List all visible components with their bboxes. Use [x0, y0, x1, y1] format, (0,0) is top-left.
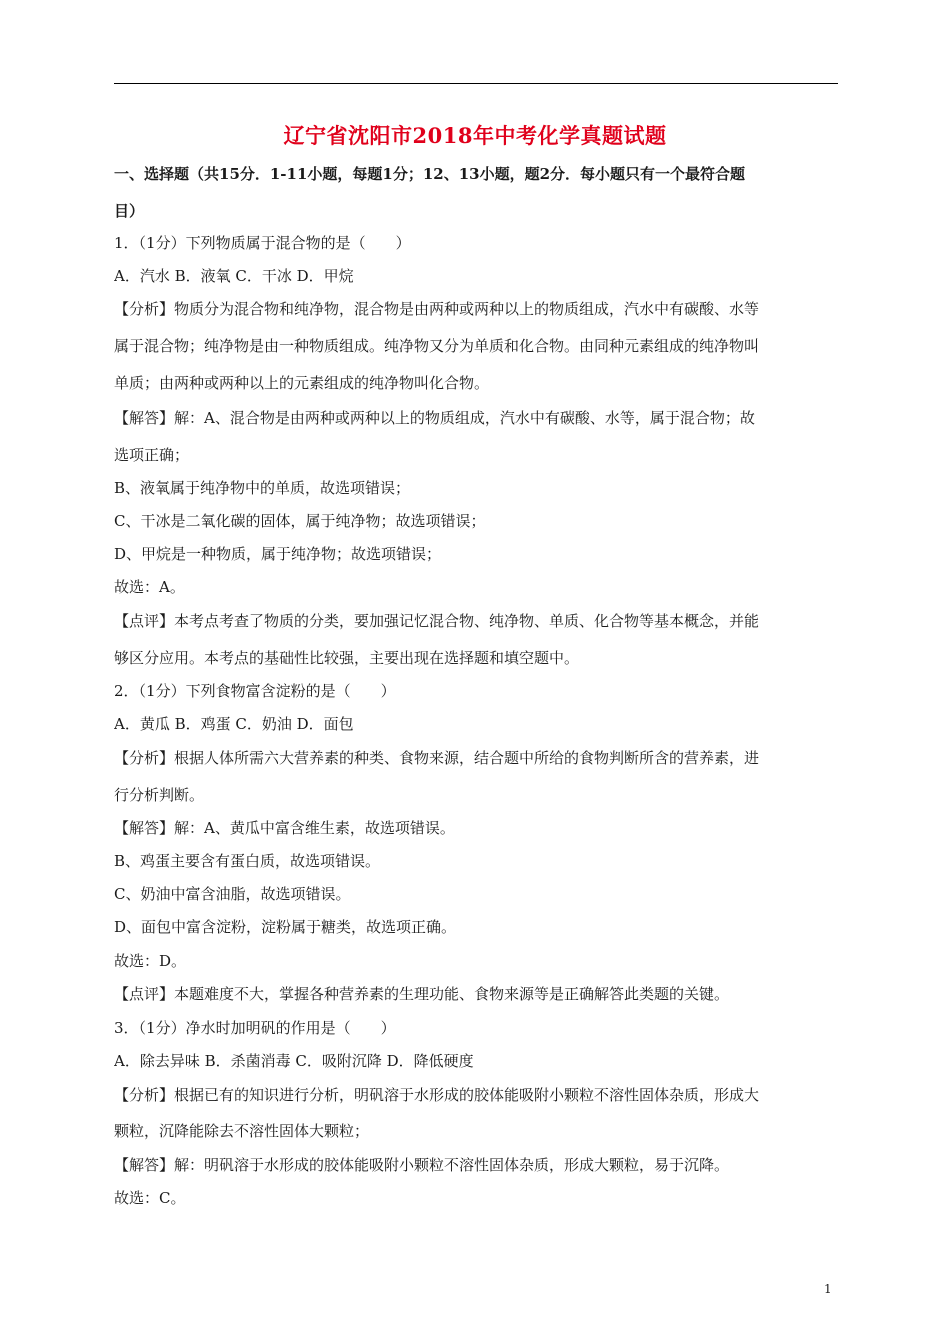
q1-options: A．汽水 B．液氧 C．干冰 D．甲烷	[114, 267, 354, 285]
q3-analysis-line: 颗粒，沉降能除去不溶性固体大颗粒；	[114, 1122, 370, 1140]
q3-answer-line: 故选：C。	[114, 1189, 186, 1207]
q2-answer-line: 故选：D。	[114, 952, 187, 970]
q1-analysis-line: 单质；由两种或两种以上的元素组成的纯净物叫化合物。	[114, 374, 490, 392]
q1-comment-line: 够区分应用。本考点的基础性比较强，主要出现在选择题和填空题中。	[114, 649, 580, 667]
q1-analysis-line: 【分析】物质分为混合物和纯净物，混合物是由两种或两种以上的物质组成，汽水中有碳酸、水等	[114, 300, 760, 318]
q2-options: A．黄瓜 B．鸡蛋 C．奶油 D．面包	[114, 715, 354, 733]
section-heading-line-2: 目）	[114, 202, 145, 220]
q1-answer-line: 故选：A。	[114, 578, 185, 596]
q1-answer-line: 【解答】解：A、混合物是由两种或两种以上的物质组成，汽水中有碳酸、水等，属于混合物；故	[114, 409, 755, 427]
q1-stem: 1．（1分）下列物质属于混合物的是（ ）	[114, 234, 411, 252]
q1-answer-line: D、甲烷是一种物质，属于纯净物；故选项错误；	[114, 545, 442, 563]
q2-answer-line: D、面包中富含淀粉，淀粉属于糖类，故选项正确。	[114, 918, 457, 936]
q2-answer-line: B、鸡蛋主要含有蛋白质，故选项错误。	[114, 852, 381, 870]
q1-answer-line: 选项正确；	[114, 446, 190, 464]
q1-answer-line: B、液氧属于纯净物中的单质，故选项错误；	[114, 479, 411, 497]
q1-answer-line: C、干冰是二氧化碳的固体，属于纯净物；故选项错误；	[114, 512, 486, 530]
q3-stem: 3．（1分）净水时加明矾的作用是（ ）	[114, 1019, 396, 1037]
section-heading-line-1: 一、选择题（共15分．1-11小题，每题1分；12、13小题，题2分．每小题只有一个最符合题	[114, 165, 746, 183]
q3-analysis-line: 【分析】根据已有的知识进行分析，明矾溶于水形成的胶体能吸附小颗粒不溶性固体杂质，形成大	[114, 1086, 760, 1104]
page-number: 1	[824, 1282, 832, 1296]
header-rule	[114, 83, 838, 84]
q3-answer-line: 【解答】解：明矾溶于水形成的胶体能吸附小颗粒不溶性固体杂质，形成大颗粒，易于沉降。	[114, 1156, 730, 1174]
q2-analysis-line: 行分析判断。	[114, 786, 205, 804]
q2-comment-line: 【点评】本题难度不大，掌握各种营养素的生理功能、食物来源等是正确解答此类题的关键。	[114, 985, 730, 1003]
q2-analysis-line: 【分析】根据人体所需六大营养素的种类、食物来源，结合题中所给的食物判断所含的营养素，进	[114, 749, 760, 767]
q1-analysis-line: 属于混合物；纯净物是由一种物质组成。纯净物又分为单质和化合物。由同种元素组成的纯净物叫	[114, 337, 760, 355]
q1-comment-line: 【点评】本考点考查了物质的分类，要加强记忆混合物、纯净物、单质、化合物等基本概念，并能	[114, 612, 760, 630]
q3-options: A．除去异味 B．杀菌消毒 C．吸附沉降 D．降低硬度	[114, 1052, 474, 1070]
q2-answer-line: C、奶油中富含油脂，故选项错误。	[114, 885, 351, 903]
document-title: 辽宁省沈阳市2018年中考化学真题试题	[283, 123, 667, 148]
q2-stem: 2．（1分）下列食物富含淀粉的是（ ）	[114, 682, 396, 700]
q2-answer-line: 【解答】解：A、黄瓜中富含维生素，故选项错误。	[114, 819, 455, 837]
